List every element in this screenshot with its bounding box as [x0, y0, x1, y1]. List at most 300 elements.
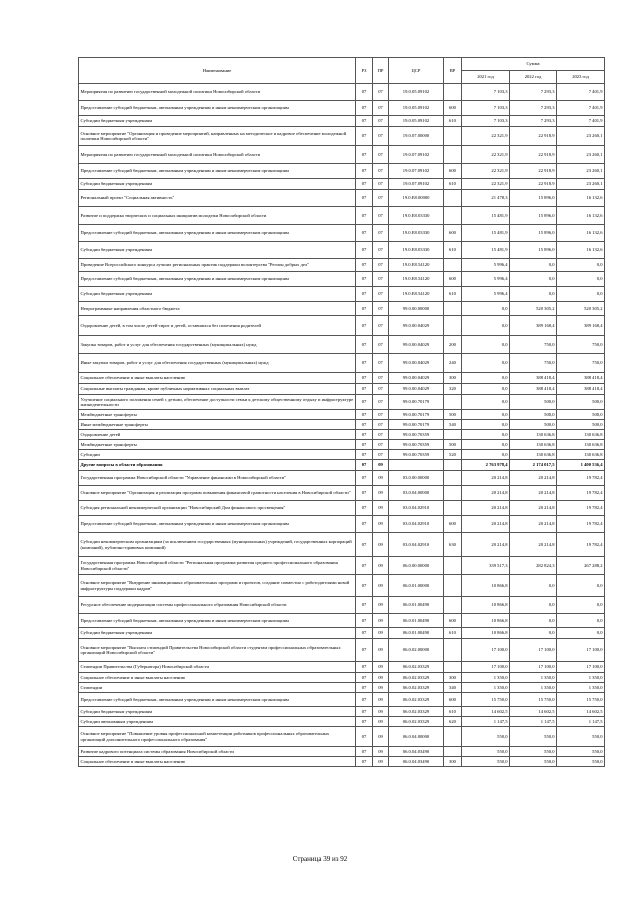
table-cell-2022: 17 100,0 [510, 639, 557, 662]
table-cell-name: Ресурсное обеспечение модернизации системы профессионального образования Новосибирской области [79, 597, 356, 614]
table-cell-rz: 07 [356, 410, 373, 420]
table-cell-name: Основное мероприятие "Организация и реализация программ повышения финансовой грамотности населения в Новосибирской области" [79, 486, 356, 501]
table-row [79, 471, 605, 486]
table-cell-pr: 09 [373, 727, 389, 747]
table-cell-2021: 0,0 [462, 354, 510, 373]
table-cell-2021: 0,0 [462, 302, 510, 316]
table-cell-2021: 15 750,0 [462, 693, 510, 707]
table-cell-pr: 07 [373, 302, 389, 316]
table-cell-2023: 750,0 [557, 354, 605, 373]
table-cell-name: Социальное обеспечение и иные выплаты населению [79, 673, 356, 683]
table-cell-name: Субсидии [79, 450, 356, 460]
table-cell-2023: 1 350,0 [557, 683, 605, 693]
table-cell-2021: 0,0 [462, 384, 510, 395]
table-cell-2023: 17 100,0 [557, 639, 605, 662]
table-row [79, 673, 605, 683]
table-cell-name: Субсидии бюджетным учреждениям [79, 287, 356, 302]
table-cell-name: Мероприятия по развитию государственной молодежной политики Новосибирской области [79, 146, 356, 164]
table-cell-csr: 03.0.04.02910 [389, 501, 444, 516]
table-cell-name: Предоставление субсидий бюджетным, автономным учреждениям и иным некоммерческим организациям [79, 164, 356, 179]
table-cell-2021: 17 100,0 [462, 639, 510, 662]
table-cell-vr [444, 727, 462, 747]
page-number: Страница 39 из 92 [292, 855, 348, 863]
table-cell-2022: 0,0 [510, 272, 557, 287]
table-cell-pr: 09 [373, 717, 389, 727]
table-row [79, 272, 605, 287]
table-cell-csr: 19.0.07.09102 [389, 146, 444, 164]
table-cell-vr: 610 [444, 628, 462, 639]
table-cell-2021: 10 866,8 [462, 614, 510, 628]
table-cell-vr: 520 [444, 450, 462, 460]
table-cell-2022: 388 418,4 [510, 384, 557, 395]
table-cell-name: Субсидии бюджетным учреждениям [79, 179, 356, 190]
table-cell-2023: 500,0 [557, 420, 605, 430]
table-cell-name: Субсидии некоммерческим организациям (за исключением государственных (муниципальных) учреждений, государственных корпораций (компаний), публично-правовых компаний) [79, 533, 356, 557]
table-cell-2022: 0,0 [510, 614, 557, 628]
table-cell-name: Государственная программа Новосибирской области "Региональная программа развития среднего профессионального образования Новосибирской области" [79, 557, 356, 575]
table-row [79, 179, 605, 190]
table-cell-name: Социальное обеспечение и иные выплаты населению [79, 757, 356, 767]
table-cell-pr: 07 [373, 440, 389, 450]
table-cell-2023: 16 132,6 [557, 207, 605, 225]
table-cell-pr: 07 [373, 116, 389, 127]
table-cell-2021: 0,0 [462, 410, 510, 420]
table-cell-2022: 0,0 [510, 575, 557, 597]
table-row [79, 450, 605, 460]
table-cell-csr: 06.0.01.00490 [389, 597, 444, 614]
table-cell-2021: 20 214,8 [462, 501, 510, 516]
table-cell-pr: 07 [373, 316, 389, 336]
table-cell-pr: 09 [373, 557, 389, 575]
table-cell-name: Предоставление субсидий бюджетным, автономным учреждениям и иным некоммерческим организациям [79, 693, 356, 707]
table-row [79, 693, 605, 707]
table-cell-pr: 09 [373, 471, 389, 486]
table-cell-csr: 99.0.00.04029 [389, 384, 444, 395]
table-cell-2023: 389 168,4 [557, 316, 605, 336]
table-cell-2021: 5 996,4 [462, 259, 510, 272]
table-cell-csr: 99.0.00.70179 [389, 395, 444, 410]
table-cell-rz: 07 [356, 747, 373, 757]
header-vr: ВР [444, 58, 462, 84]
table-row [79, 597, 605, 614]
table-cell-pr: 07 [373, 420, 389, 430]
table-cell-2021: 15 481,9 [462, 207, 510, 225]
table-cell-rz: 07 [356, 693, 373, 707]
table-cell-rz: 07 [356, 597, 373, 614]
table-cell-2022: 22 918,9 [510, 179, 557, 190]
table-cell-rz: 07 [356, 84, 373, 101]
table-row [79, 354, 605, 373]
table-cell-rz: 07 [356, 384, 373, 395]
table-cell-name: Предоставление субсидий бюджетным, автономным учреждениям и иным некоммерческим организациям [79, 101, 356, 116]
table-cell-2022: 0,0 [510, 597, 557, 614]
table-cell-rz: 07 [356, 440, 373, 450]
table-cell-2023: 0,0 [557, 272, 605, 287]
table-cell-rz: 07 [356, 336, 373, 354]
table-cell-2022: 388 418,4 [510, 373, 557, 384]
table-cell-rz: 07 [356, 190, 373, 207]
table-cell-name: Предоставление субсидий бюджетным, автономным учреждениям и иным некоммерческим организациям [79, 272, 356, 287]
table-cell-2023: 500,0 [557, 395, 605, 410]
table-cell-rz: 07 [356, 430, 373, 440]
table-cell-rz: 07 [356, 575, 373, 597]
table-cell-2022: 750,0 [510, 354, 557, 373]
table-row [79, 430, 605, 440]
table-row [79, 717, 605, 727]
table-cell-2021: 1 147,5 [462, 717, 510, 727]
table-row [79, 373, 605, 384]
table-cell-vr: 600 [444, 614, 462, 628]
table-cell-csr: 06.0.04.03490 [389, 757, 444, 767]
table-cell-2021: 20 214,8 [462, 516, 510, 533]
table-cell-2021: 22 321,9 [462, 179, 510, 190]
table-cell-name: Субсидия региональной некоммерческой организации "Новосибирский Дом финансового просвещения" [79, 501, 356, 516]
table-cell-2021: 0,0 [462, 430, 510, 440]
table-cell-rz: 07 [356, 242, 373, 259]
table-row [79, 639, 605, 662]
table-cell-rz: 07 [356, 272, 373, 287]
table-cell-2023: 16 132,6 [557, 190, 605, 207]
table-cell-2023: 550,0 [557, 727, 605, 747]
table-cell-vr: 600 [444, 516, 462, 533]
table-cell-2021: 10 866,8 [462, 597, 510, 614]
table-cell-vr: 300 [444, 373, 462, 384]
table-cell-2023: 23 260,1 [557, 179, 605, 190]
table-cell-name: Основное мероприятие "Организация и проведение мероприятий, направленных на методическое и кадровое обеспечение молодежной политики Новосибирской области" [79, 127, 356, 146]
table-cell-vr: 300 [444, 757, 462, 767]
table-cell-csr: 19.0.E8.03330 [389, 225, 444, 242]
table-cell-vr: 600 [444, 101, 462, 116]
table-cell-2022: 20 214,8 [510, 501, 557, 516]
table-cell-vr [444, 395, 462, 410]
table-row [79, 287, 605, 302]
table-cell-2022: 7 293,3 [510, 101, 557, 116]
table-cell-rz: 07 [356, 673, 373, 683]
table-cell-name: Субсидии бюджетным учреждениям [79, 116, 356, 127]
table-cell-pr: 07 [373, 84, 389, 101]
table-cell-csr: 19.0.05.09102 [389, 84, 444, 101]
table-cell-vr: 610 [444, 179, 462, 190]
header-pr: ПР [373, 58, 389, 84]
table-cell-pr: 09 [373, 516, 389, 533]
table-cell-2021: 0,0 [462, 440, 510, 450]
table-cell-vr [444, 207, 462, 225]
table-cell-rz: 07 [356, 683, 373, 693]
table-cell-vr [444, 316, 462, 336]
table-cell-rz: 07 [356, 164, 373, 179]
table-cell-pr: 07 [373, 373, 389, 384]
table-cell-pr: 07 [373, 146, 389, 164]
table-cell-2023: 23 260,1 [557, 164, 605, 179]
table-cell-rz: 07 [356, 207, 373, 225]
table-cell-rz: 07 [356, 373, 373, 384]
table-cell-2022: 17 100,0 [510, 662, 557, 673]
table-cell-2023: 15 750,0 [557, 693, 605, 707]
table-cell-2021: 10 866,8 [462, 628, 510, 639]
table-cell-name: Развитие кадрового потенциала системы образования Новосибирской области [79, 747, 356, 757]
table-cell-rz: 07 [356, 486, 373, 501]
table-cell-name: Предоставление субсидий бюджетным, автономным учреждениям и иным некоммерческим организациям [79, 614, 356, 628]
table-cell-2023: 550,0 [557, 757, 605, 767]
table-cell-vr [444, 259, 462, 272]
table-cell-csr: 06.0.04.03490 [389, 747, 444, 757]
table-cell-name: Предоставление субсидий бюджетным, автономным учреждениям и иным некоммерческим организациям [79, 225, 356, 242]
table-row [79, 533, 605, 557]
table-cell-2021: 550,0 [462, 747, 510, 757]
table-cell-vr [444, 146, 462, 164]
table-cell-name: Развитие и поддержка творческих и социальных инициатив молодежи Новосибирской области [79, 207, 356, 225]
table-cell-rz: 07 [356, 179, 373, 190]
table-cell-pr: 07 [373, 410, 389, 420]
table-cell-2023: 1 400 536,4 [557, 460, 605, 471]
table-cell-csr: 03.0.04.00000 [389, 486, 444, 501]
table-row [79, 190, 605, 207]
table-cell-csr: 19.0.05.09102 [389, 116, 444, 127]
table-cell-2022: 22 918,9 [510, 127, 557, 146]
table-cell-vr [444, 486, 462, 501]
table-cell-2022: 20 214,8 [510, 486, 557, 501]
table-cell-2021: 0,0 [462, 395, 510, 410]
table-cell-2023: 0,0 [557, 259, 605, 272]
table-row [79, 302, 605, 316]
table-row [79, 486, 605, 501]
table-cell-pr: 09 [373, 460, 389, 471]
table-cell-rz: 07 [356, 628, 373, 639]
table-row [79, 707, 605, 717]
table-cell-2021: 22 321,9 [462, 146, 510, 164]
table-cell-pr: 09 [373, 575, 389, 597]
table-cell-name: Субсидии бюджетным учреждениям [79, 628, 356, 639]
table-cell-2022: 1 147,5 [510, 717, 557, 727]
table-cell-rz: 07 [356, 727, 373, 747]
table-cell-pr: 07 [373, 179, 389, 190]
table-cell-2022: 130 636,8 [510, 430, 557, 440]
table-cell-2021: 14 602,5 [462, 707, 510, 717]
table-cell-rz: 07 [356, 225, 373, 242]
table-cell-2021: 7 103,3 [462, 84, 510, 101]
table-cell-2023: 7 401,9 [557, 101, 605, 116]
table-cell-2022: 500,0 [510, 410, 557, 420]
table-row [79, 757, 605, 767]
header-year-2023: 2023 год [557, 71, 605, 84]
table-cell-2022: 20 214,8 [510, 471, 557, 486]
table-cell-2023: 19 782,4 [557, 501, 605, 516]
table-cell-2023: 14 602,5 [557, 707, 605, 717]
table-cell-2023: 130 636,8 [557, 440, 605, 450]
table-row [79, 420, 605, 430]
header-sum: Сумма [462, 58, 605, 71]
table-cell-2021: 339 517,3 [462, 557, 510, 575]
table-cell-vr: 500 [444, 440, 462, 450]
table-cell-csr: 99.0.00.04029 [389, 354, 444, 373]
table-cell-name: Государственная программа Новосибирской области "Управление финансами в Новосибирской области" [79, 471, 356, 486]
table-cell-2022: 500,0 [510, 420, 557, 430]
table-row [79, 336, 605, 354]
table-cell-pr: 07 [373, 164, 389, 179]
table-cell-csr [389, 460, 444, 471]
table-cell-2021: 1 350,0 [462, 683, 510, 693]
table-cell-csr: 19.0.E8.03330 [389, 207, 444, 225]
table-cell-csr: 99.0.00.70179 [389, 420, 444, 430]
table-cell-vr: 600 [444, 272, 462, 287]
table-cell-2023: 388 418,4 [557, 384, 605, 395]
table-row [79, 84, 605, 101]
table-row [79, 101, 605, 116]
table-cell-vr: 600 [444, 164, 462, 179]
table-cell-pr: 09 [373, 533, 389, 557]
table-cell-csr: 06.0.01.00000 [389, 575, 444, 597]
table-cell-csr: 06.0.04.00000 [389, 727, 444, 747]
table-cell-2023: 130 636,8 [557, 430, 605, 440]
table-cell-2021: 7 103,3 [462, 101, 510, 116]
table-cell-pr: 09 [373, 673, 389, 683]
table-row [79, 225, 605, 242]
table-cell-2023: 500,0 [557, 410, 605, 420]
table-cell-pr: 07 [373, 336, 389, 354]
table-cell-vr: 620 [444, 717, 462, 727]
table-cell-2022: 2 174 017,5 [510, 460, 557, 471]
table-cell-vr [444, 430, 462, 440]
table-cell-vr: 610 [444, 116, 462, 127]
table-cell-2023: 0,0 [557, 597, 605, 614]
table-cell-vr [444, 662, 462, 673]
table-cell-2021: 550,0 [462, 757, 510, 767]
table-cell-vr: 610 [444, 287, 462, 302]
table-cell-name: Оздоровление детей [79, 430, 356, 440]
table-row [79, 116, 605, 127]
table-cell-2023: 0,0 [557, 628, 605, 639]
table-row [79, 127, 605, 146]
table-row [79, 662, 605, 673]
table-cell-pr: 07 [373, 287, 389, 302]
table-cell-csr: 19.0.07.09102 [389, 179, 444, 190]
table-cell-2021: 22 321,9 [462, 164, 510, 179]
table-cell-2021: 0,0 [462, 373, 510, 384]
table-cell-csr: 19.0.E8.54120 [389, 287, 444, 302]
table-cell-vr [444, 460, 462, 471]
table-cell-2021: 2 763 978,4 [462, 460, 510, 471]
table-cell-2022: 550,0 [510, 757, 557, 767]
table-cell-2023: 7 401,9 [557, 84, 605, 101]
table-cell-csr: 06.0.02.03329 [389, 707, 444, 717]
table-cell-rz: 07 [356, 450, 373, 460]
table-cell-2021: 1 350,0 [462, 673, 510, 683]
table-cell-vr: 600 [444, 225, 462, 242]
table-row [79, 146, 605, 164]
table-cell-2022: 1 350,0 [510, 683, 557, 693]
table-cell-2022: 1 350,0 [510, 673, 557, 683]
table-cell-vr: 540 [444, 420, 462, 430]
table-row [79, 242, 605, 259]
table-cell-2022: 130 636,8 [510, 450, 557, 460]
table-cell-vr [444, 302, 462, 316]
table-cell-vr [444, 84, 462, 101]
table-cell-rz: 07 [356, 516, 373, 533]
table-cell-name: Другие вопросы в области образования [79, 460, 356, 471]
table-cell-2022: 15 896,0 [510, 225, 557, 242]
table-cell-csr: 99.0.00.04029 [389, 336, 444, 354]
table-cell-csr: 06.0.02.00000 [389, 639, 444, 662]
table-cell-name: Региональный проект "Социальная активность" [79, 190, 356, 207]
table-cell-vr: 300 [444, 673, 462, 683]
table-row [79, 259, 605, 272]
table-cell-2023: 388 418,4 [557, 373, 605, 384]
table-cell-name: Непрограммные направления областного бюджета [79, 302, 356, 316]
table-cell-vr [444, 597, 462, 614]
table-cell-csr: 19.0.05.09102 [389, 101, 444, 116]
table-cell-2022: 130 636,8 [510, 440, 557, 450]
table-body [79, 84, 605, 767]
table-cell-2023: 0,0 [557, 614, 605, 628]
table-cell-2023: 750,0 [557, 336, 605, 354]
table-cell-rz: 07 [356, 287, 373, 302]
table-cell-2021: 550,0 [462, 727, 510, 747]
table-cell-2023: 1 350,0 [557, 673, 605, 683]
table-cell-2022: 0,0 [510, 287, 557, 302]
table-cell-csr: 06.0.02.03329 [389, 673, 444, 683]
table-cell-csr: 99.0.00.70359 [389, 440, 444, 450]
table-cell-vr: 320 [444, 384, 462, 395]
table-cell-2023: 550,0 [557, 747, 605, 757]
table-cell-2021: 15 481,9 [462, 242, 510, 259]
table-cell-csr: 99.0.00.70359 [389, 430, 444, 440]
table-cell-vr [444, 127, 462, 146]
table-cell-pr: 09 [373, 707, 389, 717]
header-rz: РЗ [356, 58, 373, 84]
table-cell-csr: 06.0.00.00000 [389, 557, 444, 575]
table-cell-rz: 07 [356, 639, 373, 662]
table-cell-vr [444, 575, 462, 597]
table-cell-pr: 07 [373, 225, 389, 242]
table-cell-2021: 22 321,9 [462, 127, 510, 146]
table-cell-pr: 07 [373, 242, 389, 259]
table-cell-2023: 267 288,2 [557, 557, 605, 575]
table-cell-2023: 1 147,5 [557, 717, 605, 727]
table-cell-name: Мероприятия по развитию государственной молодежной политики Новосибирской области [79, 84, 356, 101]
table-cell-csr: 19.0.07.00000 [389, 127, 444, 146]
table-cell-rz: 07 [356, 471, 373, 486]
table-cell-2022: 500,0 [510, 395, 557, 410]
table-cell-name: Стипендии Правительства (Губернатора) Новосибирской области [79, 662, 356, 673]
table-cell-2021: 20 214,8 [462, 471, 510, 486]
table-cell-rz: 07 [356, 101, 373, 116]
table-cell-rz: 07 [356, 501, 373, 516]
table-cell-name: Социальные выплаты гражданам, кроме публичных нормативных социальных выплат [79, 384, 356, 395]
table-cell-rz: 07 [356, 614, 373, 628]
table-cell-csr: 99.0.00.70179 [389, 410, 444, 420]
table-cell-vr: 600 [444, 693, 462, 707]
table-cell-rz: 07 [356, 302, 373, 316]
table-cell-pr: 07 [373, 127, 389, 146]
table-cell-2021: 17 100,0 [462, 662, 510, 673]
table-cell-name: Субсидии бюджетным учреждениям [79, 242, 356, 259]
table-cell-2023: 19 782,4 [557, 486, 605, 501]
table-cell-2021: 7 103,3 [462, 116, 510, 127]
table-cell-2023: 7 401,9 [557, 116, 605, 127]
table-cell-pr: 09 [373, 614, 389, 628]
table-cell-vr: 200 [444, 336, 462, 354]
table-cell-pr: 07 [373, 272, 389, 287]
table-cell-csr: 06.0.02.03329 [389, 717, 444, 727]
table-cell-vr: 500 [444, 410, 462, 420]
table-cell-2021: 20 214,8 [462, 533, 510, 557]
table-cell-name: Основное мероприятие "Выплата стипендий Правительства Новосибирской области студентам профессиональных образовательных организаций Новосибирской области" [79, 639, 356, 662]
table-cell-vr [444, 501, 462, 516]
table-cell-2021: 21 478,3 [462, 190, 510, 207]
table-cell-2023: 23 260,1 [557, 146, 605, 164]
table-cell-pr: 09 [373, 662, 389, 673]
table-cell-pr: 07 [373, 354, 389, 373]
